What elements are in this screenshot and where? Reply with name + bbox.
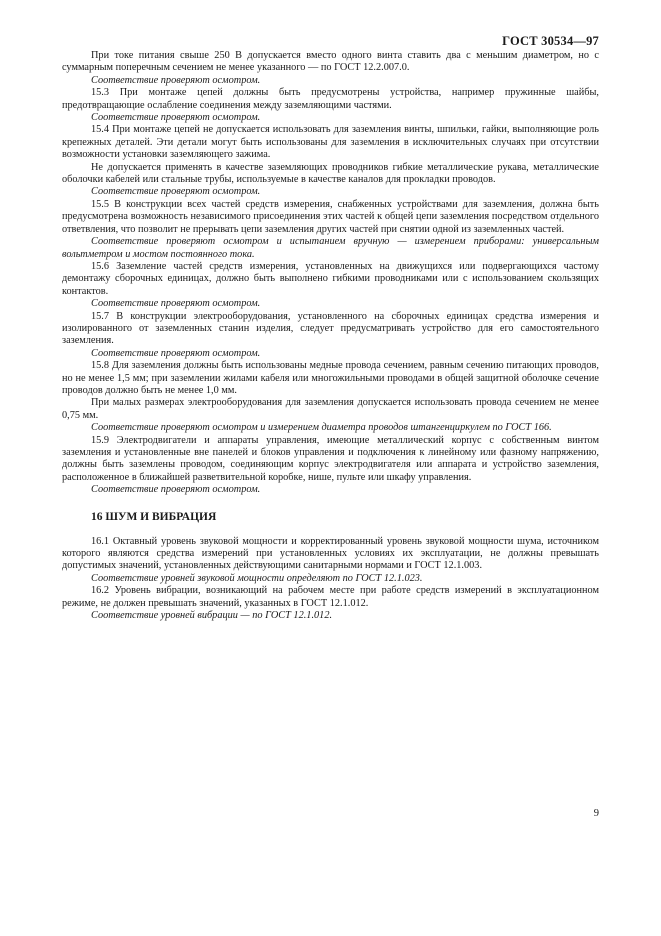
paragraph: При токе питания свыше 250 В допускается вместо одного винта ставить два с меньшим диаметром, но с суммарным поперечным сечением не менее указанного — по ГОСТ 12.2.007.0. — [62, 50, 599, 74]
paragraph: 16.1 Октавный уровень звуковой мощности и корректированный уровень звуковой мощности шума, источником которого являются средства измерений при установленных условиях их эксплуатации, не должны превышать допустимых значений, установленных действующими санитарными нормами и ГОСТ 12.1.003. — [62, 535, 599, 572]
compliance-note: Соответствие проверяют осмотром. — [91, 112, 261, 124]
paragraph: 15.5 В конструкции всех частей средств измерения, снабженных устройствами для заземления, должна быть предусмотрена возможность независимого присоединения этих частей к общей цепи заземления посредством отдельного ответвления, что позволит не прерывать цепи заземления других частей при снятии одной из заземленных частей. — [62, 198, 599, 235]
paragraph: 15.6 Заземление частей средств измерения, установленных на движущихся или подвергающихся частому демонтажу сборочных единицах, должно быть выполнено гибкими проводниками или с использованием скользящих контактов. — [62, 260, 599, 297]
compliance-note: Соответствие проверяют осмотром. — [91, 347, 261, 359]
compliance-note: Соответствие проверяют осмотром. — [91, 74, 261, 86]
paragraph: При малых размерах электрооборудования для заземления допускается использовать провода сечением не менее 0,75 мм. — [62, 397, 599, 421]
compliance-note: Соответствие проверяют осмотром. — [91, 298, 261, 310]
paragraph: 15.8 Для заземления должны быть использованы медные провода сечением, равным сечению питающих проводов, но не менее 1,5 мм; при заземлении жилами кабеля или многожильными проводами в общей защитной оболочке сечение проводов должно быть не менее 1,0 мм. — [62, 360, 599, 396]
paragraph: 15.9 Электродвигатели и аппараты управления, имеющие металлический корпус с собственным винтом заземления и установленные вне панелей и блоков управления и подключения к линейному или фазному напряжению, должны быть заземлены проводом, соединяющим корпус электродвигателя или аппарата и устройство заземления, расположенное в ближайшей разветвительной коробке, нише, пульте или шкафу управления. — [62, 434, 599, 483]
document-body — [62, 50, 599, 622]
section-heading: 16 ШУМ И ВИБРАЦИЯ — [91, 510, 217, 523]
compliance-note: Соответствие проверяют осмотром и измерением диаметра проводов штангенциркулем по ГОСТ 166. — [91, 422, 552, 434]
paragraph: 15.7 В конструкции электрооборудования, установленного на сборочных единицах средства измерения и изолированного от заземленных станин изделия, следует предусматривать устройство для его самостоятельного заземления. — [62, 310, 599, 347]
page-number: 9 — [593, 808, 599, 819]
paragraph: 15.3 При монтаже цепей должны быть предусмотрены устройства, например пружинные шайбы, предотвращающие ослабление соединения между заземляющими частями. — [62, 87, 599, 111]
compliance-note: Соответствие проверяют осмотром. — [91, 186, 261, 198]
paragraph: 15.4 При монтаже цепей не допускается использовать для заземления винты, шпильки, гайки, выполняющие роль крепежных деталей. Эти детали могут быть использованы для заземления в исключительных случаях при отсутствии возможности установки заземляющего зажима. — [62, 124, 599, 161]
paragraph: 16.2 Уровень вибрации, возникающий на рабочем месте при работе средств измерений в эксплуатационном режиме, не должен превышать значений, указанных в ГОСТ 12.1.012. — [62, 585, 599, 609]
compliance-note: Соответствие проверяют осмотром и испытанием вручную — измерением приборами: универсальным вольтметром и мостом постоянного тока. — [62, 236, 599, 260]
paragraph: Не допускается применять в качестве заземляющих проводников гибкие металлические рукава, металлические оболочки кабелей или стальные трубы, используемые в качестве каналов для прокладки проводов. — [62, 161, 599, 186]
standard-code-header: ГОСТ 30534—97 — [502, 34, 599, 48]
compliance-note: Соответствие уровней звуковой мощности определяют по ГОСТ 12.1.023. — [91, 572, 423, 584]
compliance-note: Соответствие проверяют осмотром. — [91, 484, 261, 496]
compliance-note: Соответствие уровней вибрации — по ГОСТ 12.1.012. — [91, 610, 333, 622]
